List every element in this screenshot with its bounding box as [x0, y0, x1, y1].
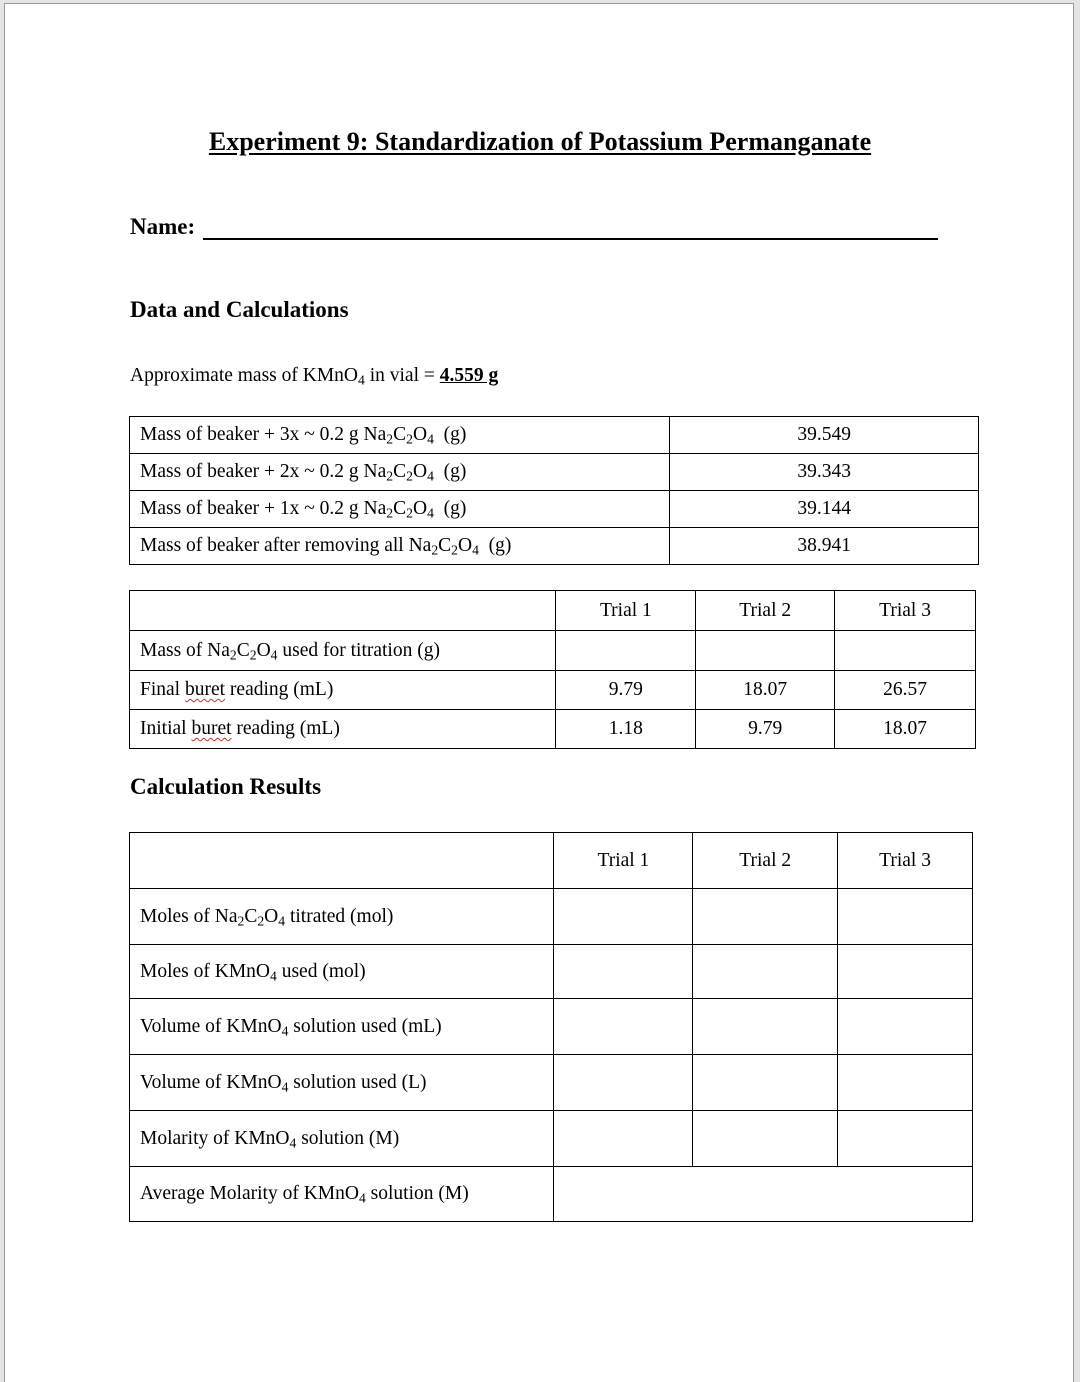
table-header-row — [130, 591, 976, 631]
final-reading-cell: 9.79 — [556, 671, 696, 710]
approximate-mass-line: Approximate mass of KMnO$_4$ in vial = 4.559 g — [130, 365, 499, 388]
column-header: Trial 1 — [556, 591, 696, 631]
blank-header-cell — [130, 591, 556, 631]
name-label: Name: — [130, 214, 196, 239]
input-cell[interactable] — [554, 945, 693, 999]
initial-reading-cell: 1.18 — [556, 710, 696, 749]
input-cell[interactable] — [693, 889, 838, 945]
row-label: Volume of KMnO$_4$ solution used (L) — [130, 1055, 554, 1111]
row-label: Molarity of KMnO$_4$ solution (M) — [130, 1111, 554, 1167]
input-cell[interactable] — [554, 1055, 693, 1111]
input-cell[interactable] — [696, 631, 835, 671]
input-cell[interactable] — [835, 631, 976, 671]
section-heading-data: Data and Calculations — [130, 297, 349, 322]
input-cell[interactable] — [556, 631, 696, 671]
row-label: Volume of KMnO$_4$ solution used (mL) — [130, 999, 554, 1055]
input-cell[interactable] — [693, 1111, 838, 1167]
average-molarity-cell[interactable] — [554, 1167, 973, 1222]
table-header-row — [130, 833, 973, 889]
column-header: Trial 1 — [554, 833, 693, 889]
table-row — [130, 528, 979, 565]
input-cell[interactable] — [554, 999, 693, 1055]
table-row — [130, 454, 979, 491]
column-header: Trial 3 — [835, 591, 976, 631]
table-row — [130, 417, 979, 454]
input-cell[interactable] — [838, 1055, 973, 1111]
mass-label: Mass of beaker + 2x ~ 0.2 g $Na_2C_2O_4$ (g) — [130, 454, 670, 491]
table-row — [130, 1111, 973, 1167]
mass-value: 39.549 — [670, 417, 979, 454]
approximate-mass-value: 4.559 g — [439, 365, 499, 386]
mass-label: Mass of beaker after removing all $Na_2C_2O_4$ (g) — [130, 528, 670, 565]
table-row — [130, 945, 973, 999]
row-label: Mass of $Na_2C_2O_4$ used for titration (g) — [130, 631, 556, 671]
column-header: Trial 2 — [693, 833, 838, 889]
input-cell[interactable] — [838, 889, 973, 945]
mass-value: 39.144 — [670, 491, 979, 528]
table-row — [130, 671, 976, 710]
table-row — [130, 710, 976, 749]
initial-reading-cell: 18.07 — [835, 710, 976, 749]
input-cell[interactable] — [693, 1055, 838, 1111]
input-cell[interactable] — [554, 889, 693, 945]
input-cell[interactable] — [838, 945, 973, 999]
input-cell[interactable] — [693, 945, 838, 999]
blank-header-cell — [130, 833, 554, 889]
table-row — [130, 491, 979, 528]
final-reading-cell: 26.57 — [835, 671, 976, 710]
column-header: Trial 2 — [696, 591, 835, 631]
titration-table — [129, 590, 976, 749]
table-row — [130, 1055, 973, 1111]
initial-reading-cell: 9.79 — [696, 710, 835, 749]
input-cell[interactable] — [693, 999, 838, 1055]
name-field-line[interactable] — [203, 238, 938, 240]
mass-label: Mass of beaker + 3x ~ 0.2 g $Na_2C_2O_4$ (g) — [130, 417, 670, 454]
mass-label: Mass of beaker + 1x ~ 0.2 g $Na_2C_2O_4$ (g) — [130, 491, 670, 528]
input-cell[interactable] — [838, 1111, 973, 1167]
mass-value: 39.343 — [670, 454, 979, 491]
input-cell[interactable] — [838, 999, 973, 1055]
column-header: Trial 3 — [838, 833, 973, 889]
row-label: Initial buret reading (mL) — [130, 710, 556, 749]
row-label: Average Molarity of KMnO$_4$ solution (M) — [130, 1167, 554, 1222]
table-row — [130, 889, 973, 945]
input-cell[interactable] — [554, 1111, 693, 1167]
final-reading-cell: 18.07 — [696, 671, 835, 710]
row-label: Moles of $Na_2C_2O_4$ titrated (mol) — [130, 889, 554, 945]
section-heading-results: Calculation Results — [130, 774, 322, 799]
row-label: Final buret reading (mL) — [130, 671, 556, 710]
row-label: Moles of KMnO$_4$ used (mol) — [130, 945, 554, 999]
page-title: Experiment 9: Standardization of Potassium Permanganate — [208, 127, 872, 156]
table-row — [130, 999, 973, 1055]
table-row — [130, 631, 976, 671]
mass-value: 38.941 — [670, 528, 979, 565]
table-row — [130, 1167, 973, 1222]
mass-table — [129, 416, 979, 565]
results-table — [129, 832, 973, 1222]
